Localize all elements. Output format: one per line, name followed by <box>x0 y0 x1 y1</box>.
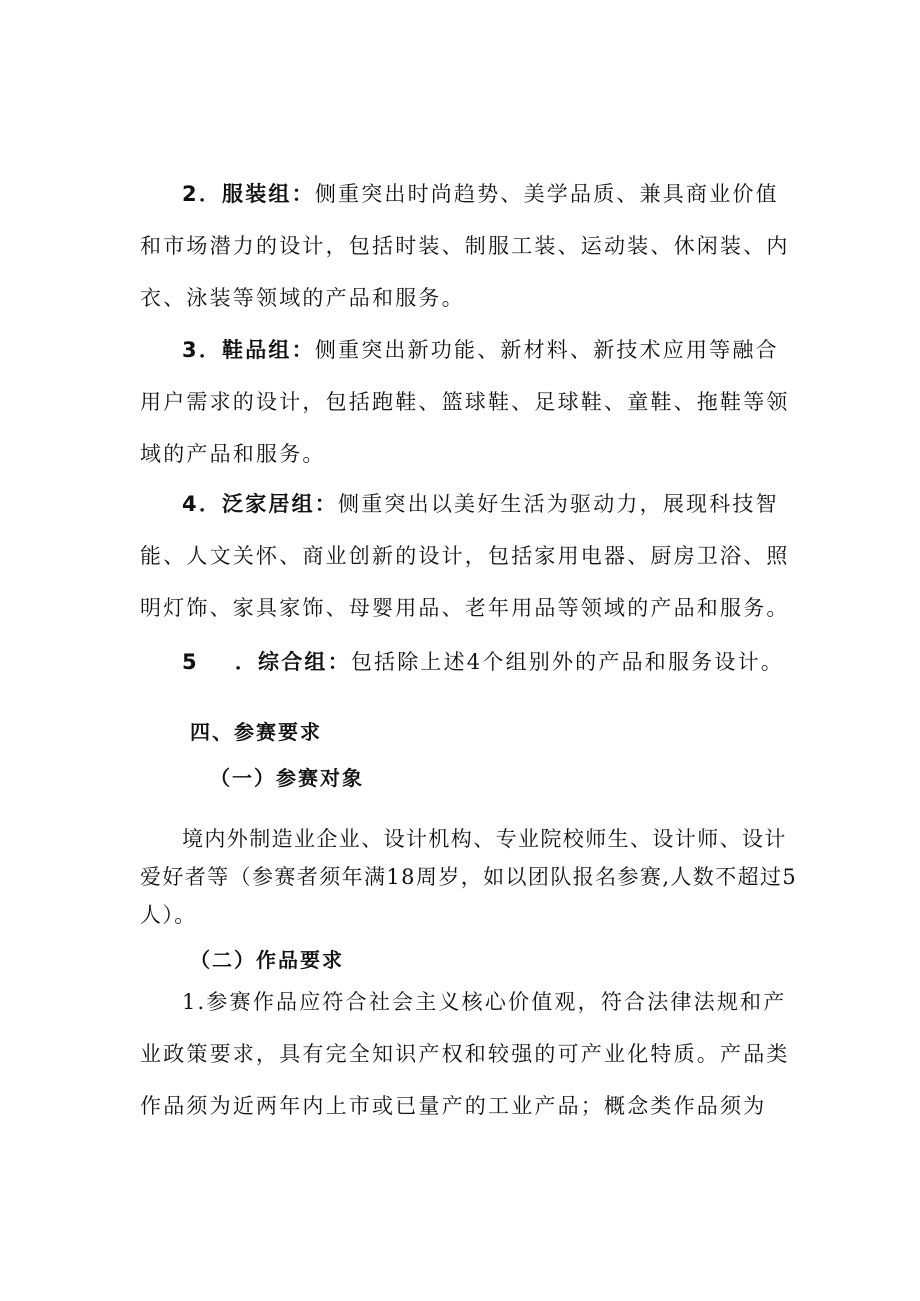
paragraph-home-group <box>140 478 800 634</box>
item-number: 2 <box>182 182 199 206</box>
requirements-text: 1.参赛作品应符合社会主义核心价值观，符合法律法规和产业政策要求，具有完全知识产权和较强的可产业化特质。产品类作品须为近两年内上市或已量产的工业产品；概念类作品须为 <box>140 990 790 1118</box>
paragraph-general-group <box>140 636 820 688</box>
item-number: 3 <box>182 338 199 362</box>
item-text: 侧重突出时尚趋势、美学品质、兼具商业价值和市场潜力的设计，包括时装、制服工装、运动装、休闲装、内衣、泳装等领域的产品和服务。 <box>140 182 790 310</box>
item-title: ．鞋品组： <box>198 338 315 362</box>
item-number: 5 <box>182 650 199 674</box>
item-text: 侧重突出以美好生活为驱动力，展现科技智能、人文关怀、商业创新的设计，包括家用电器、厨房卫浴、照明灯饰、家具家饰、母婴用品、老年用品等领域的产品和服务。 <box>140 492 790 620</box>
paragraph-apparel-group <box>140 168 800 324</box>
section-heading: 四、参赛要求 <box>190 720 322 744</box>
paragraph-footwear-group <box>140 324 800 480</box>
item-number: 4 <box>182 492 199 516</box>
item-text: 侧重突出新功能、新材料、新技术应用等融合用户需求的设计，包括跑鞋、篮球鞋、足球鞋、童鞋、拖鞋等领域的产品和服务。 <box>140 338 790 466</box>
paragraph-participants <box>140 820 800 934</box>
item-text: 包括除上述4个组别外的产品和服务设计。 <box>350 650 784 674</box>
paragraph-requirements <box>140 976 800 1132</box>
item-title: ．服装组： <box>198 182 315 206</box>
subsection-heading-requirements: （二）作品要求 <box>190 948 344 972</box>
participants-text: 境内外制造业企业、设计机构、专业院校师生、设计师、设计爱好者等（参赛者须年满18周岁，如以团队报名参赛,人数不超过5人）。 <box>140 827 798 927</box>
subsection-heading-participants: （一）参赛对象 <box>210 766 364 790</box>
item-title: ．综合组： <box>234 650 351 674</box>
item-title: ．泛家居组： <box>198 492 339 516</box>
